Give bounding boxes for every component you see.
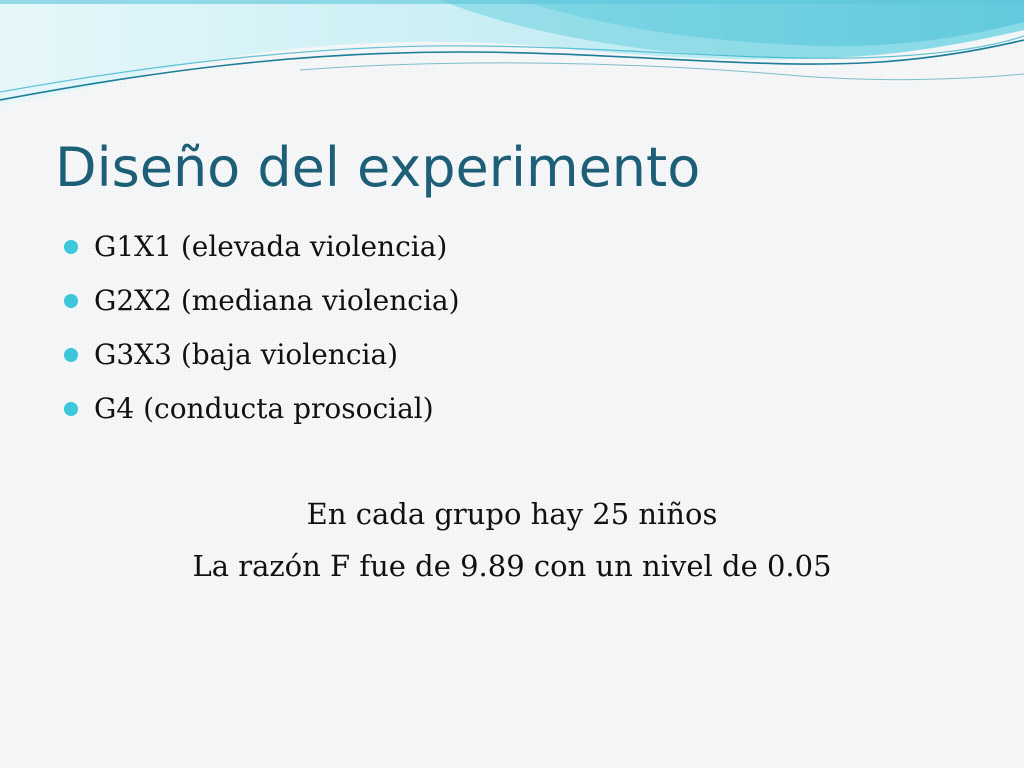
f-ratio-note: La razón F fue de 9.89 con un nivel de 0.05 <box>192 549 832 583</box>
bullet-list <box>64 220 460 436</box>
slide-title: Diseño del experimento <box>55 136 701 199</box>
bullet-dot-icon <box>64 294 78 308</box>
bullet-text: G2X2 (mediana violencia) <box>94 284 460 317</box>
bullet-text: G4 (conducta prosocial) <box>94 392 434 425</box>
bullet-dot-icon <box>64 240 78 254</box>
bullet-item <box>64 328 460 382</box>
bullet-item <box>64 382 460 436</box>
group-size-note: En cada grupo hay 25 niños <box>306 497 718 531</box>
bullet-text: G1X1 (elevada violencia) <box>94 230 448 263</box>
bullet-dot-icon <box>64 402 78 416</box>
bullet-dot-icon <box>64 348 78 362</box>
bullet-item <box>64 274 460 328</box>
header-wave-decoration <box>0 0 1024 130</box>
bullet-item <box>64 220 460 274</box>
bullet-text: G3X3 (baja violencia) <box>94 338 399 371</box>
